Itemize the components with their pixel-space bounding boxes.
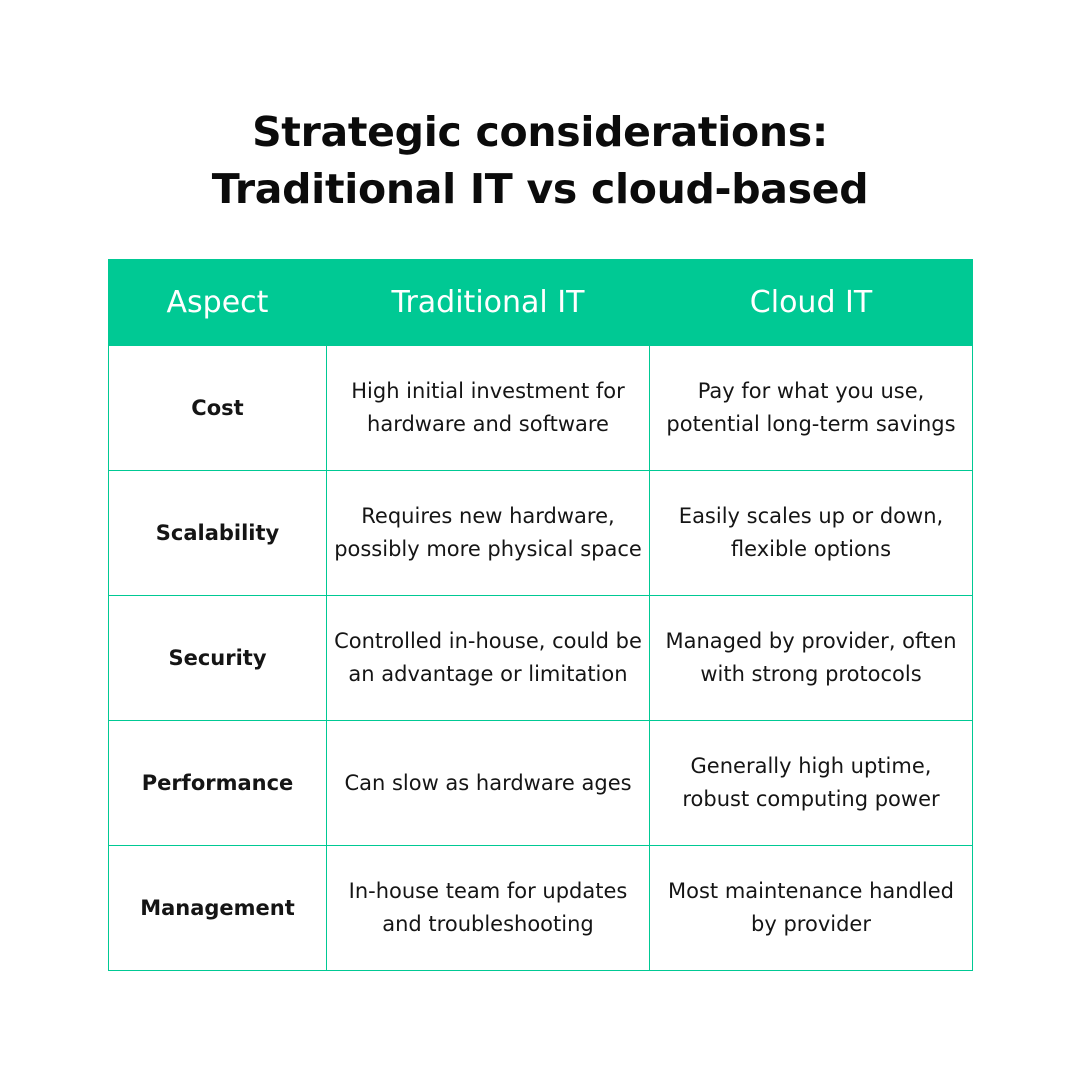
table-row	[109, 596, 973, 721]
cloud-cell: Generally high uptime, robust computing power	[650, 721, 973, 846]
cloud-cell: Managed by provider, often with strong protocols	[650, 596, 973, 721]
traditional-cell: In-house team for updates and troubleshooting	[327, 846, 650, 971]
header-cloud-it: Cloud IT	[650, 260, 973, 346]
cloud-cell: Most maintenance handled by provider	[650, 846, 973, 971]
aspect-cell: Scalability	[109, 471, 327, 596]
traditional-cell: High initial investment for hardware and software	[327, 346, 650, 471]
page-title	[0, 104, 1080, 218]
aspect-cell: Performance	[109, 721, 327, 846]
table-row	[109, 846, 973, 971]
table-row	[109, 346, 973, 471]
traditional-cell: Controlled in-house, could be an advantage or limitation	[327, 596, 650, 721]
aspect-cell: Management	[109, 846, 327, 971]
cloud-cell: Easily scales up or down, flexible options	[650, 471, 973, 596]
traditional-cell: Requires new hardware, possibly more physical space	[327, 471, 650, 596]
table-header-row	[109, 260, 973, 346]
aspect-cell: Cost	[109, 346, 327, 471]
comparison-table	[108, 259, 973, 971]
traditional-cell: Can slow as hardware ages	[327, 721, 650, 846]
header-traditional-it: Traditional IT	[327, 260, 650, 346]
header-aspect: Aspect	[109, 260, 327, 346]
page-title-line-2: Traditional IT vs cloud-based	[211, 165, 869, 213]
aspect-cell: Security	[109, 596, 327, 721]
cloud-cell: Pay for what you use, potential long-term savings	[650, 346, 973, 471]
table-row	[109, 471, 973, 596]
page-title-line-1: Strategic considerations:	[252, 108, 828, 156]
table-row	[109, 721, 973, 846]
